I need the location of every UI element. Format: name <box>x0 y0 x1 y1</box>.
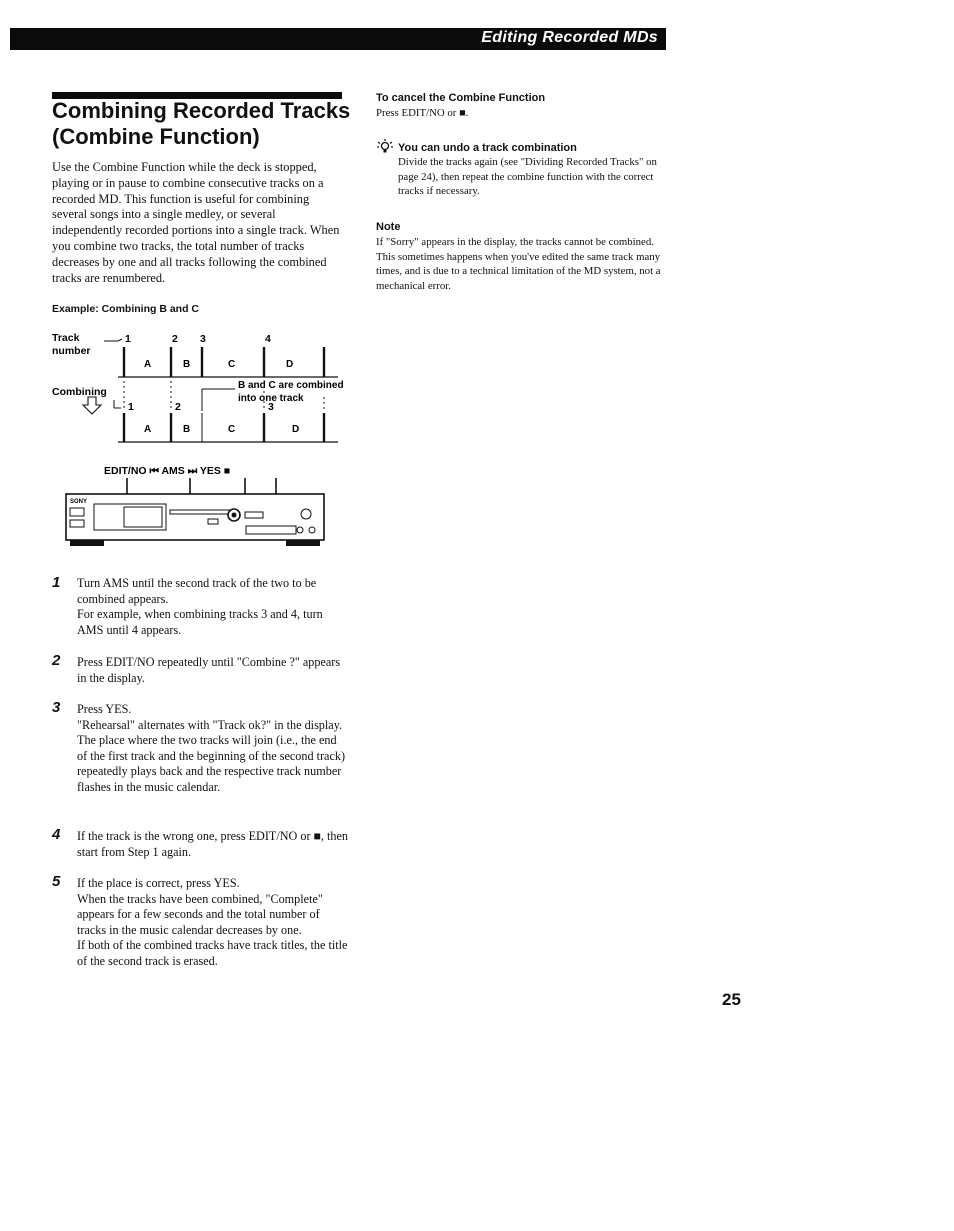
step-4-text <box>77 829 349 860</box>
step-3-text <box>77 702 349 796</box>
top-track-c: C <box>228 359 236 370</box>
example-label: Example: Combining B and C <box>52 303 200 315</box>
bottom-track-num-1: 1 <box>128 401 134 413</box>
step-1-line-1: Turn AMS until the second track of the two to be combined appears. <box>77 576 317 606</box>
note-text-line: If "Sorry" appears in the display, the tracks cannot be combined. This sometimes happens when you've edited the same track many times, and is due to a technical limitation of the MD system, not a mechanical error. <box>376 236 661 292</box>
section-header-bar <box>10 28 666 50</box>
tip-text <box>398 155 666 199</box>
step-5-line-1: If the place is correct, press YES. <box>77 876 240 890</box>
md-deck-illustration <box>60 458 340 558</box>
bottom-track-d: D <box>292 424 300 435</box>
track-combine-diagram <box>48 325 358 450</box>
step-number-4: 4 <box>52 826 61 843</box>
step-number-1: 1 <box>52 574 61 591</box>
device-controls-label: EDIT/NO ⏮ AMS ⏭ YES ■ <box>104 465 231 477</box>
step-2-text <box>77 655 349 686</box>
cancel-heading: To cancel the Combine Function <box>376 92 546 104</box>
step-number-5: 5 <box>52 873 61 890</box>
combined-note-line2: into one track <box>238 393 304 404</box>
note-heading: Note <box>376 221 401 233</box>
step-3-line-1: Press YES. <box>77 702 132 716</box>
step-5-line-2: When the tracks have been combined, "Complete" appears for a few seconds and the total number of tracks in the music calendar decreases by one. <box>77 891 323 937</box>
top-track-num-4: 4 <box>265 333 271 345</box>
intro-paragraph: Use the Combine Function while the deck is stopped, playing or in pause to combine consecutive tracks on a recorded MD. This function is useful for combining several songs into a single medley, or several independently recorded portions into a single track. When you combine two tracks, the total number of tracks decreases by one and all tracks following the combined tracks are renumbered. <box>52 160 340 285</box>
cancel-text-line: Press EDIT/NO or ■. <box>376 107 469 119</box>
top-track-num-1: 1 <box>125 333 131 345</box>
combined-note-line1: B and C are combined <box>238 380 344 391</box>
tip-heading: You can undo a track combination <box>398 142 577 154</box>
bottom-track-c: C <box>228 424 236 435</box>
tip-text-line: Divide the tracks again (see "Dividing Recorded Tracks" on page 24), then repeat the combine function with the correct tracks if necessary. <box>398 156 657 197</box>
combining-label: Combining <box>52 386 107 398</box>
step-4-line-1: If the track is the wrong one, press EDIT/NO or ■, then start from Step 1 again. <box>77 829 349 859</box>
step-3-line-2: "Rehearsal" alternates with "Track ok?" in the display. The place where the two tracks will join (i.e., the end of the first track and the beginning of the second track) repeatedly plays back and the respective track number flashes in the music calendar. <box>77 717 346 794</box>
note-text <box>376 235 666 293</box>
step-1-text <box>77 576 349 638</box>
page-number: 25 <box>722 990 741 1009</box>
step-number-3: 3 <box>52 699 61 716</box>
step-2-line-1: Press EDIT/NO repeatedly until "Combine ?" appears in the display. <box>77 655 341 685</box>
step-5-line-3: If both of the combined tracks have track titles, the title of the second track is erased. <box>77 938 348 968</box>
top-track-num-2: 2 <box>172 333 178 345</box>
bottom-track-num-2: 2 <box>175 401 181 413</box>
step-number-2: 2 <box>52 652 61 669</box>
page-title: Combining Recorded Tracks (Combine Function) <box>52 98 351 149</box>
step-1-line-2: For example, when combining tracks 3 and 4, turn AMS until 4 appears. <box>77 607 323 637</box>
cancel-text <box>376 106 666 121</box>
bottom-track-a: A <box>144 424 152 435</box>
top-track-num-3: 3 <box>200 333 206 345</box>
top-track-b: B <box>183 359 191 370</box>
step-5-text <box>77 876 349 970</box>
bottom-track-b: B <box>183 424 191 435</box>
bottom-track-num-3: 3 <box>268 401 274 413</box>
top-track-a: A <box>144 359 152 370</box>
track-number-label-2: number <box>52 345 91 357</box>
device-brand: SONY <box>70 499 88 505</box>
top-track-d: D <box>286 359 294 370</box>
track-number-label: Track <box>52 332 80 344</box>
section-header-title: Editing Recorded MDs <box>481 29 658 46</box>
lightbulb-icon <box>376 139 394 155</box>
